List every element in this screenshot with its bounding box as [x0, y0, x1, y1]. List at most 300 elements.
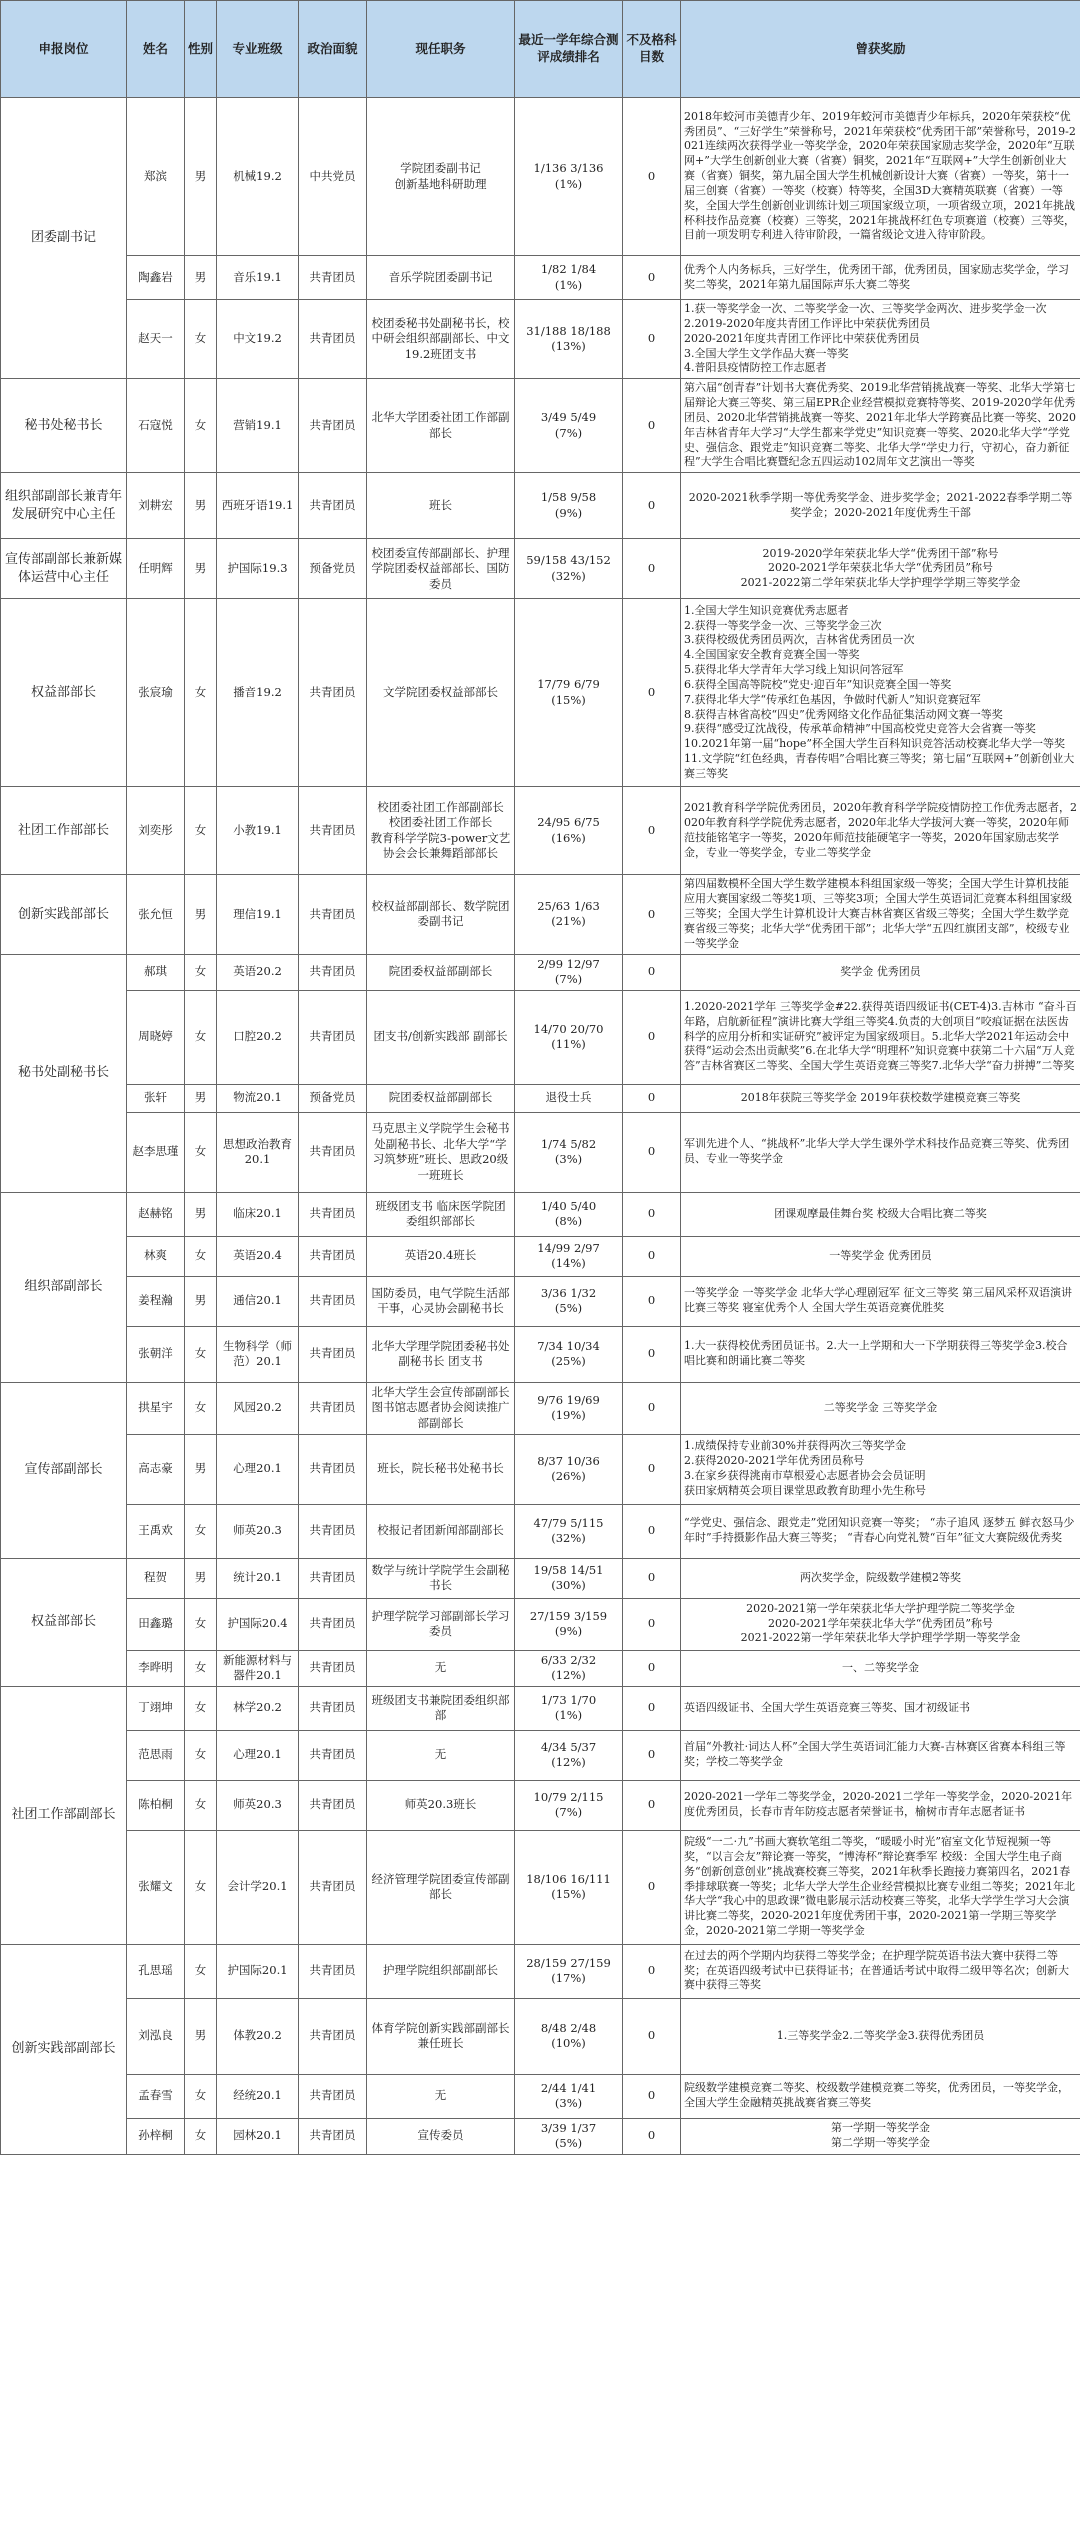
duty-cell: 体育学院创新实践部副部长兼任班长 [367, 1998, 515, 2074]
class-cell: 心理20.1 [217, 1730, 299, 1780]
failed-courses-cell: 0 [623, 787, 681, 875]
table-row [1, 473, 1080, 539]
political-status-cell: 共青团员 [299, 1382, 367, 1434]
position-cell: 创新实践部部长 [1, 875, 127, 954]
class-cell: 护国际20.1 [217, 1944, 299, 1998]
table-row [1, 1192, 1080, 1236]
ranking-cell: 1/73 1/70 (1%) [515, 1686, 623, 1730]
class-cell: 中文19.2 [217, 300, 299, 379]
name-cell: 石寇悦 [127, 379, 185, 473]
awards-cell: 首届“外教社·词达人杯”全国大学生英语词汇能力大赛-吉林赛区省赛本科组三等奖；学校二等奖学金 [681, 1730, 1080, 1780]
ranking-cell: 1/82 1/84 (1%) [515, 256, 623, 300]
ranking-cell: 31/188 18/188 (13%) [515, 300, 623, 379]
political-status-cell: 共青团员 [299, 1598, 367, 1650]
duty-cell: 北华大学生会宣传部副部长 图书馆志愿者协会阅读推广部副部长 [367, 1382, 515, 1434]
ranking-cell: 9/76 19/69 (19%) [515, 1382, 623, 1434]
duty-cell: 经济管理学院团委宣传部副部长 [367, 1830, 515, 1944]
header-awards: 曾获奖励 [681, 1, 1080, 98]
position-cell: 社团工作部副部长 [1, 1686, 127, 1944]
class-cell: 临床20.1 [217, 1192, 299, 1236]
ranking-cell: 3/49 5/49 (7%) [515, 379, 623, 473]
failed-courses-cell: 0 [623, 2118, 681, 2154]
political-status-cell: 共青团员 [299, 1730, 367, 1780]
failed-courses-cell: 0 [623, 1192, 681, 1236]
sex-cell: 女 [185, 787, 217, 875]
awards-cell: 优秀个人内务标兵，三好学生，优秀团干部，优秀团员，国家励志奖学金，学习奖二等奖，2021年第九届国际声乐大赛二等奖 [681, 256, 1080, 300]
name-cell: 姜程瀚 [127, 1276, 185, 1326]
sex-cell: 女 [185, 1686, 217, 1730]
political-status-cell: 共青团员 [299, 599, 367, 787]
political-status-cell: 中共党员 [299, 98, 367, 256]
duty-cell: 班级团支书兼院团委组织部部 [367, 1686, 515, 1730]
header-sex: 性别 [185, 1, 217, 98]
sex-cell: 女 [185, 1112, 217, 1192]
failed-courses-cell: 0 [623, 256, 681, 300]
table-row [1, 1780, 1080, 1830]
header-ranking: 最近一学年综合测评成绩排名 [515, 1, 623, 98]
duty-cell: 班长，院长秘书处秘书长 [367, 1434, 515, 1504]
position-cell: 宣传部副部长 [1, 1382, 127, 1558]
ranking-cell: 8/37 10/36 (26%) [515, 1434, 623, 1504]
ranking-cell: 1/40 5/40 (8%) [515, 1192, 623, 1236]
table-body [1, 98, 1080, 2155]
failed-courses-cell: 0 [623, 1730, 681, 1780]
failed-courses-cell: 0 [623, 1326, 681, 1382]
class-cell: 园林20.1 [217, 2118, 299, 2154]
awards-cell: 1.成绩保持专业前30%并获得两次三等奖学金 2.获得2020-2021学年优秀团员称号 3.在家乡获得洮南市草根爱心志愿者协会会员证明 获田家炳精英会项目课堂思政教育助理小先生称号 [681, 1434, 1080, 1504]
sex-cell: 男 [185, 539, 217, 599]
class-cell: 统计20.1 [217, 1558, 299, 1598]
failed-courses-cell: 0 [623, 599, 681, 787]
failed-courses-cell: 0 [623, 98, 681, 256]
name-cell: 张耀文 [127, 1830, 185, 1944]
class-cell: 播音19.2 [217, 599, 299, 787]
awards-cell: 2020-2021一学年二等奖学金，2020-2021二学年一等奖学金，2020-2021年度优秀团员，长春市青年防疫志愿者荣誉证书，榆树市青年志愿者证书 [681, 1780, 1080, 1830]
failed-courses-cell: 0 [623, 1944, 681, 1998]
name-cell: 赵天一 [127, 300, 185, 379]
political-status-cell: 预备党员 [299, 1084, 367, 1112]
awards-cell: 2018年获院三等奖学金 2019年获校数学建模竞赛三等奖 [681, 1084, 1080, 1112]
table-row [1, 1276, 1080, 1326]
position-cell: 权益部部长 [1, 1558, 127, 1686]
name-cell: 张轩 [127, 1084, 185, 1112]
table-row [1, 1830, 1080, 1944]
awards-cell: 1.大一获得校优秀团员证书。2.大一上学期和大一下学期获得三等奖学金3.校合唱比赛和朗诵比赛二等奖 [681, 1326, 1080, 1382]
ranking-cell: 27/159 3/159 (9%) [515, 1598, 623, 1650]
name-cell: 丁翊坤 [127, 1686, 185, 1730]
name-cell: 李晔明 [127, 1650, 185, 1686]
political-status-cell: 共青团员 [299, 379, 367, 473]
political-status-cell: 共青团员 [299, 1112, 367, 1192]
duty-cell: 班长 [367, 473, 515, 539]
political-status-cell: 共青团员 [299, 2118, 367, 2154]
political-status-cell: 共青团员 [299, 1276, 367, 1326]
name-cell: 陈柏桐 [127, 1780, 185, 1830]
awards-cell: 一、二等奖学金 [681, 1650, 1080, 1686]
ranking-cell: 28/159 27/159 (17%) [515, 1944, 623, 1998]
ranking-cell: 3/36 1/32 (5%) [515, 1276, 623, 1326]
duty-cell: 数学与统计学院学生会副秘书长 [367, 1558, 515, 1598]
political-status-cell: 共青团员 [299, 1998, 367, 2074]
header-current-duty: 现任职务 [367, 1, 515, 98]
ranking-cell: 8/48 2/48 (10%) [515, 1998, 623, 2074]
table-row [1, 2118, 1080, 2154]
duty-cell: 师英20.3班长 [367, 1780, 515, 1830]
ranking-cell: 19/58 14/51 (30%) [515, 1558, 623, 1598]
table-row [1, 1558, 1080, 1598]
class-cell: 师英20.3 [217, 1780, 299, 1830]
sex-cell: 女 [185, 1326, 217, 1382]
failed-courses-cell: 0 [623, 1780, 681, 1830]
class-cell: 物流20.1 [217, 1084, 299, 1112]
ranking-cell: 2/99 12/97 (7%) [515, 954, 623, 990]
awards-cell: 2020-2021第一学年荣获北华大学护理学院二等奖学金 2020-2021学年荣获北华大学“优秀团员”称号 2021-2022第一学年荣获北华大学护理学学期一等奖学金 [681, 1598, 1080, 1650]
failed-courses-cell: 0 [623, 1830, 681, 1944]
awards-cell: 第四届数模杯全国大学生数学建模本科组国家级一等奖；全国大学生计算机技能应用大赛国家级二等奖1项、三等奖3项；全国大学生英语词汇竞赛本科组国家级三等奖；全国大学生计算机设计大赛吉林省赛区省级三等奖；全国大学生数学竞赛省级三等奖；北华大学“优秀团干部”；北华大学“五四红旗团支部”，校级专业一等奖学金 [681, 875, 1080, 954]
table-row [1, 539, 1080, 599]
sex-cell: 女 [185, 1830, 217, 1944]
class-cell: 营销19.1 [217, 379, 299, 473]
duty-cell: 护理学院学习部副部长学习委员 [367, 1598, 515, 1650]
name-cell: 王禹欢 [127, 1504, 185, 1558]
sex-cell: 男 [185, 1434, 217, 1504]
table-row [1, 1998, 1080, 2074]
duty-cell: 校团委社团工作部副部长 校团委社团工作部长 教育科学学院3-power文艺协会会长兼舞蹈部部长 [367, 787, 515, 875]
political-status-cell: 预备党员 [299, 539, 367, 599]
table-row [1, 98, 1080, 256]
table-row [1, 2074, 1080, 2118]
sex-cell: 女 [185, 1650, 217, 1686]
awards-cell: 在过去的两个学期内均获得二等奖学金；在护理学院英语书法大赛中获得二等奖；在英语四级考试中已获得证书；在普通话考试中取得二级甲等名次；创新大赛中获得三等奖 [681, 1944, 1080, 1998]
sex-cell: 女 [185, 300, 217, 379]
duty-cell: 音乐学院团委副书记 [367, 256, 515, 300]
awards-cell: 军训先进个人、“挑战杯”北华大学大学生课外学术科技作品竞赛三等奖、优秀团员、专业一等奖学金 [681, 1112, 1080, 1192]
failed-courses-cell: 0 [623, 1276, 681, 1326]
ranking-cell: 14/70 20/70 (11%) [515, 990, 623, 1084]
awards-cell: 一等奖学金 优秀团员 [681, 1236, 1080, 1276]
class-cell: 西班牙语19.1 [217, 473, 299, 539]
awards-cell: 2018年蛟河市美德青少年、2019年蛟河市美德青少年标兵，2020年荣获校“优秀团员”、“三好学生”荣誉称号，2021年荣获校“优秀团干部”荣誉称号，2019-2021连续两次获得学业一等奖学金，2020年荣获国家励志奖学金，2020年“互联网+”大学生创新创业大赛（省赛）铜奖，2021年“互联网+”大学生创新创业大赛（省赛）铜奖，第九届全国大学生机械创新设计大赛（省赛）一等奖，第十一届三创赛（省赛）一等奖（校赛）特等奖，全国3D大赛精英联赛（省赛）一等奖，全国大学生创新创业训练计划三项国家级立项，一项省级立项，2021年挑战杯科技作品竞赛（校赛）三等奖，2021年挑战杯红色专项赛道（校赛）三等奖，目前一项发明专利进入待审阶段，一篇省级论文进入待审阶段。 [681, 98, 1080, 256]
sex-cell: 女 [185, 2074, 217, 2118]
political-status-cell: 共青团员 [299, 300, 367, 379]
position-cell: 权益部部长 [1, 599, 127, 787]
failed-courses-cell: 0 [623, 1112, 681, 1192]
sex-cell: 男 [185, 1998, 217, 2074]
duty-cell: 学院团委副书记 创新基地科研助理 [367, 98, 515, 256]
political-status-cell: 共青团员 [299, 1686, 367, 1730]
sex-cell: 女 [185, 1504, 217, 1558]
sex-cell: 女 [185, 599, 217, 787]
failed-courses-cell: 0 [623, 954, 681, 990]
ranking-cell: 1/136 3/136 (1%) [515, 98, 623, 256]
sex-cell: 女 [185, 954, 217, 990]
duty-cell: 校团委宣传部副部长、护理学院团委权益部部长、国防委员 [367, 539, 515, 599]
name-cell: 刘耕宏 [127, 473, 185, 539]
failed-courses-cell: 0 [623, 473, 681, 539]
table-row [1, 1598, 1080, 1650]
political-status-cell: 共青团员 [299, 1326, 367, 1382]
awards-cell: 二等奖学金 三等奖学金 [681, 1382, 1080, 1434]
duty-cell: 无 [367, 2074, 515, 2118]
class-cell: 英语20.4 [217, 1236, 299, 1276]
table-row [1, 1504, 1080, 1558]
failed-courses-cell: 0 [623, 1650, 681, 1686]
failed-courses-cell: 0 [623, 1504, 681, 1558]
political-status-cell: 共青团员 [299, 954, 367, 990]
political-status-cell: 共青团员 [299, 1944, 367, 1998]
duty-cell: 文学院团委权益部部长 [367, 599, 515, 787]
ranking-cell: 6/33 2/32 (12%) [515, 1650, 623, 1686]
sex-cell: 男 [185, 98, 217, 256]
failed-courses-cell: 0 [623, 1382, 681, 1434]
political-status-cell: 共青团员 [299, 787, 367, 875]
table-row [1, 990, 1080, 1084]
awards-cell: 奖学金 优秀团员 [681, 954, 1080, 990]
sex-cell: 女 [185, 1730, 217, 1780]
table-row [1, 379, 1080, 473]
ranking-cell: 2/44 1/41 (3%) [515, 2074, 623, 2118]
duty-cell: 马克思主义学院学生会秘书处副秘书长、北华大学“学习筑梦班”班长、思政20级一班班长 [367, 1112, 515, 1192]
header-row [1, 1, 1080, 98]
duty-cell: 护理学院组织部副部长 [367, 1944, 515, 1998]
class-cell: 体教20.2 [217, 1998, 299, 2074]
awards-cell: 院级“一二·九”书画大赛软笔组二等奖，“暖暖小时光”宿室文化节短视频一等奖，“以言会友”辩论赛一等奖，“博涛杯”辩论赛季军 校级：全国大学生电子商务“创新创意创业”挑战赛校赛三等奖，2021年秋季长跑接力赛第四名，2021春季排球联赛一等奖；北华大学大学生企业经营模拟比赛专业组二等奖；2021年北华大学“我心中的思政课”微电影展示活动校赛三等奖，北华大学学生学习大会演讲比赛二等奖，2020-2021年度优秀团干事，2020-2021第一学期三等奖学金，2020-2021第二学期一等奖学金 [681, 1830, 1080, 1944]
table-row [1, 1730, 1080, 1780]
name-cell: 林爽 [127, 1236, 185, 1276]
sex-cell: 女 [185, 1236, 217, 1276]
position-cell: 创新实践部副部长 [1, 1944, 127, 2154]
name-cell: 张宸瑜 [127, 599, 185, 787]
class-cell: 会计学20.1 [217, 1830, 299, 1944]
failed-courses-cell: 0 [623, 875, 681, 954]
class-cell: 口腔20.2 [217, 990, 299, 1084]
political-status-cell: 共青团员 [299, 2074, 367, 2118]
political-status-cell: 共青团员 [299, 473, 367, 539]
political-status-cell: 共青团员 [299, 1558, 367, 1598]
name-cell: 范思雨 [127, 1730, 185, 1780]
sex-cell: 女 [185, 1598, 217, 1650]
awards-cell: 1.全国大学生知识竞赛优秀志愿者 2.获得一等奖学金一次、三等奖学金三次 3.获得校级优秀团员两次，吉林省优秀团员一次 4.全国国家安全教育竞赛全国一等奖 5.获得北华大学青年大学习线上知识问答冠军 6.获得全国高等院校“党史·迎百年”知识竞赛全国一等奖 7.获得北华大学“传承红色基因，争做时代新人”知识竞赛冠军 8.获得吉林省高校“四史”优秀网络文化作品征集活动网文赛一等奖 9.获得“感受辽沈战役，传承革命精神”中国高校党史竞答大会省赛一等奖 10.2021年第一届“hope”杯全国大学生百科知识竞答活动校赛北华大学一等奖 11.文学院“红色经典，青春传唱”合唱比赛三等奖；第七届“互联网+”创新创业大赛三等奖 [681, 599, 1080, 787]
ranking-cell: 3/39 1/37 (5%) [515, 2118, 623, 2154]
ranking-cell: 47/79 5/115 (32%) [515, 1504, 623, 1558]
awards-cell: 第一学期一等奖学金 第二学期一等奖学金 [681, 2118, 1080, 2154]
failed-courses-cell: 0 [623, 1558, 681, 1598]
position-cell: 组织部副部长 [1, 1192, 127, 1382]
awards-cell: 2019-2020学年荣获北华大学“优秀团干部”称号 2020-2021学年荣获北华大学“优秀团员”称号 2021-2022第二学年荣获北华大学护理学学期三等奖学金 [681, 539, 1080, 599]
position-cell: 团委副书记 [1, 98, 127, 379]
table-row [1, 954, 1080, 990]
awards-cell: 团课观摩最佳舞台奖 校级大合唱比赛二等奖 [681, 1192, 1080, 1236]
sex-cell: 男 [185, 1192, 217, 1236]
ranking-cell: 7/34 10/34 (25%) [515, 1326, 623, 1382]
ranking-cell: 10/79 2/115 (7%) [515, 1780, 623, 1830]
class-cell: 经统20.1 [217, 2074, 299, 2118]
sex-cell: 女 [185, 1382, 217, 1434]
ranking-cell: 1/74 5/82 (3%) [515, 1112, 623, 1192]
table-row [1, 875, 1080, 954]
name-cell: 赵李思瑾 [127, 1112, 185, 1192]
awards-cell: 1.2020-2021学年 三等奖学金#22.获得英语四级证书(CET-4)3.吉林市 “奋斗百年路，启航新征程”演讲比赛大学组三等奖4.负责的大创项目“咬痕证据在法医齿科学的应用分析和实证研究”被评定为国家级项目。5.北华大学2021年运动会中获得“运动会杰出贡献奖”6.在北华大学“明理杯”知识竞赛中获第二十六届“万人竞答”吉林省赛区二等奖、全国大学生英语竞赛三等奖7.北华大学“奋力拼搏”二等奖 [681, 990, 1080, 1084]
class-cell: 师英20.3 [217, 1504, 299, 1558]
position-cell: 组织部副部长兼青年发展研究中心主任 [1, 473, 127, 539]
awards-cell: 1.三等奖学金2.二等奖学金3.获得优秀团员 [681, 1998, 1080, 2074]
class-cell: 小教19.1 [217, 787, 299, 875]
name-cell: 张允恒 [127, 875, 185, 954]
class-cell: 通信20.1 [217, 1276, 299, 1326]
awards-cell: 院级数学建模竞赛二等奖、校级数学建模竞赛二等奖，优秀团员，一等奖学金，全国大学生金融精英挑战赛省赛三等奖 [681, 2074, 1080, 2118]
class-cell: 生物科学（师范）20.1 [217, 1326, 299, 1382]
name-cell: 刘泓良 [127, 1998, 185, 2074]
name-cell: 程贺 [127, 1558, 185, 1598]
ranking-cell: 24/95 6/75 (16%) [515, 787, 623, 875]
awards-cell: 2020-2021秋季学期一等优秀奖学金、进步奖学金；2021-2022春季学期二等奖学金；2020-2021年度优秀生干部 [681, 473, 1080, 539]
sex-cell: 男 [185, 875, 217, 954]
sex-cell: 女 [185, 990, 217, 1084]
name-cell: 赵赫铭 [127, 1192, 185, 1236]
name-cell: 任明辉 [127, 539, 185, 599]
table-row [1, 1326, 1080, 1382]
political-status-cell: 共青团员 [299, 990, 367, 1084]
class-cell: 风园20.2 [217, 1382, 299, 1434]
position-cell: 秘书处秘书长 [1, 379, 127, 473]
political-status-cell: 共青团员 [299, 875, 367, 954]
ranking-cell: 18/106 16/111 (15%) [515, 1830, 623, 1944]
class-cell: 思想政治教育20.1 [217, 1112, 299, 1192]
table-row [1, 256, 1080, 300]
awards-cell: 1.获一等奖学金一次、二等奖学金一次、三等奖学金两次、进步奖学金一次 2.2019-2020年度共青团工作评比中荣获优秀团员 2020-2021年度共青团工作评比中荣获优秀团员 3.全国大学生文学作品大赛一等奖 4.普阳县疫情防控工作志愿者 [681, 300, 1080, 379]
duty-cell: 宣传委员 [367, 2118, 515, 2154]
class-cell: 机械19.2 [217, 98, 299, 256]
failed-courses-cell: 0 [623, 539, 681, 599]
table-row [1, 1686, 1080, 1730]
name-cell: 孔思瑶 [127, 1944, 185, 1998]
table-row [1, 300, 1080, 379]
political-status-cell: 共青团员 [299, 1192, 367, 1236]
duty-cell: 英语20.4班长 [367, 1236, 515, 1276]
awards-cell: 两次奖学金，院级数学建模2等奖 [681, 1558, 1080, 1598]
name-cell: 郑滨 [127, 98, 185, 256]
ranking-cell: 14/99 2/97 (14%) [515, 1236, 623, 1276]
failed-courses-cell: 0 [623, 300, 681, 379]
header-position: 申报岗位 [1, 1, 127, 98]
table-row [1, 1236, 1080, 1276]
name-cell: 陶鑫岩 [127, 256, 185, 300]
header-failed-courses: 不及格科目数 [623, 1, 681, 98]
class-cell: 林学20.2 [217, 1686, 299, 1730]
failed-courses-cell: 0 [623, 1236, 681, 1276]
awards-cell: 一等奖学金 一等奖学金 北华大学心理剧冠军 征文三等奖 第三届风采杯双语演讲比赛三等奖 寝室优秀个人 全国大学生英语竞赛优胜奖 [681, 1276, 1080, 1326]
table-row [1, 1434, 1080, 1504]
name-cell: 周晓婷 [127, 990, 185, 1084]
class-cell: 理信19.1 [217, 875, 299, 954]
name-cell: 郝琪 [127, 954, 185, 990]
failed-courses-cell: 0 [623, 1598, 681, 1650]
ranking-cell: 25/63 1/63 (21%) [515, 875, 623, 954]
ranking-cell: 17/79 6/79 (15%) [515, 599, 623, 787]
sex-cell: 女 [185, 2118, 217, 2154]
sex-cell: 男 [185, 473, 217, 539]
name-cell: 刘奕彤 [127, 787, 185, 875]
duty-cell: 院团委权益部副部长 [367, 1084, 515, 1112]
table-row [1, 1944, 1080, 1998]
position-cell: 社团工作部部长 [1, 787, 127, 875]
duty-cell: 无 [367, 1650, 515, 1686]
duty-cell: 北华大学理学院团委秘书处副秘书长 团支书 [367, 1326, 515, 1382]
table-row [1, 599, 1080, 787]
awards-cell: 2021教育科学学院优秀团员，2020年教育科学学院疫情防控工作优秀志愿者，2020年教育科学学院优秀志愿者，2020年北华大学拔河大赛一等奖，2020年师范技能铭笔字一等奖，2020年师范技能硬笔字一等奖，2020年国家励志奖学金，专业一等奖学金，专业二等奖学金 [681, 787, 1080, 875]
political-status-cell: 共青团员 [299, 1434, 367, 1504]
header-name: 姓名 [127, 1, 185, 98]
political-status-cell: 共青团员 [299, 1650, 367, 1686]
name-cell: 孟春雪 [127, 2074, 185, 2118]
awards-cell: 英语四级证书、全国大学生英语竞赛三等奖、国才初级证书 [681, 1686, 1080, 1730]
duty-cell: 国防委员，电气学院生活部干事，心灵协会副秘书长 [367, 1276, 515, 1326]
class-cell: 新能源材料与器件20.1 [217, 1650, 299, 1686]
class-cell: 音乐19.1 [217, 256, 299, 300]
political-status-cell: 共青团员 [299, 1830, 367, 1944]
failed-courses-cell: 0 [623, 990, 681, 1084]
position-cell: 宣传部副部长兼新媒体运营中心主任 [1, 539, 127, 599]
failed-courses-cell: 0 [623, 379, 681, 473]
political-status-cell: 共青团员 [299, 256, 367, 300]
position-cell: 秘书处副秘书长 [1, 954, 127, 1192]
sex-cell: 男 [185, 256, 217, 300]
ranking-cell: 退役士兵 [515, 1084, 623, 1112]
sex-cell: 男 [185, 1276, 217, 1326]
header-class: 专业班级 [217, 1, 299, 98]
duty-cell: 校报记者团新闻部副部长 [367, 1504, 515, 1558]
name-cell: 张朝洋 [127, 1326, 185, 1382]
duty-cell: 校权益部副部长、数学院团委副书记 [367, 875, 515, 954]
ranking-cell: 4/34 5/37 (12%) [515, 1730, 623, 1780]
duty-cell: 北华大学团委社团工作部副部长 [367, 379, 515, 473]
sex-cell: 女 [185, 379, 217, 473]
awards-cell: “学党史、强信念、跟党走”党团知识竞赛一等奖； “赤子追风 逐梦五 鲜衣怒马少年时”手持摄影作品大赛三等奖； “青春心向党礼赞“百年”征文大赛院级优秀奖 [681, 1504, 1080, 1558]
duty-cell: 校团委秘书处副秘书长，校中研会组织部副部长、中文19.2班团支书 [367, 300, 515, 379]
awards-cell: 第六届“创青春”计划书大赛优秀奖、2019北华营销挑战赛一等奖、北华大学第七届辩论大赛三等奖、第三届EPR企业经营模拟竞赛特等奖、2019-2020学年优秀团员、2020北华营销挑战赛一等奖、2021年北华大学跨赛品比赛一等奖、2020年吉林省青年大学习“大学生都来学党史”知识竞赛一等奖、2020北华大学“学党史、强信念、跟党走”知识竞赛二等奖、北华大学“学史力行，守初心，奋力新征程”大学生合唱比赛暨纪念五四运动102周年文艺演出一等奖 [681, 379, 1080, 473]
table-row [1, 1650, 1080, 1686]
ranking-cell: 59/158 43/152 (32%) [515, 539, 623, 599]
table-row [1, 787, 1080, 875]
sex-cell: 女 [185, 1944, 217, 1998]
class-cell: 英语20.2 [217, 954, 299, 990]
political-status-cell: 共青团员 [299, 1504, 367, 1558]
failed-courses-cell: 0 [623, 1434, 681, 1504]
political-status-cell: 共青团员 [299, 1236, 367, 1276]
table-row [1, 1084, 1080, 1112]
name-cell: 高志豪 [127, 1434, 185, 1504]
failed-courses-cell: 0 [623, 1084, 681, 1112]
name-cell: 拱星宇 [127, 1382, 185, 1434]
sex-cell: 男 [185, 1084, 217, 1112]
name-cell: 田鑫璐 [127, 1598, 185, 1650]
failed-courses-cell: 0 [623, 1686, 681, 1730]
class-cell: 心理20.1 [217, 1434, 299, 1504]
sex-cell: 女 [185, 1780, 217, 1830]
duty-cell: 院团委权益部副部长 [367, 954, 515, 990]
political-status-cell: 共青团员 [299, 1780, 367, 1830]
failed-courses-cell: 0 [623, 2074, 681, 2118]
class-cell: 护国际20.4 [217, 1598, 299, 1650]
duty-cell: 班级团支书 临床医学院团委组织部部长 [367, 1192, 515, 1236]
table-row [1, 1382, 1080, 1434]
name-cell: 孙梓桐 [127, 2118, 185, 2154]
failed-courses-cell: 0 [623, 1998, 681, 2074]
ranking-cell: 1/58 9/58 (9%) [515, 473, 623, 539]
sex-cell: 男 [185, 1558, 217, 1598]
duty-cell: 无 [367, 1730, 515, 1780]
duty-cell: 团支书/创新实践部 副部长 [367, 990, 515, 1084]
